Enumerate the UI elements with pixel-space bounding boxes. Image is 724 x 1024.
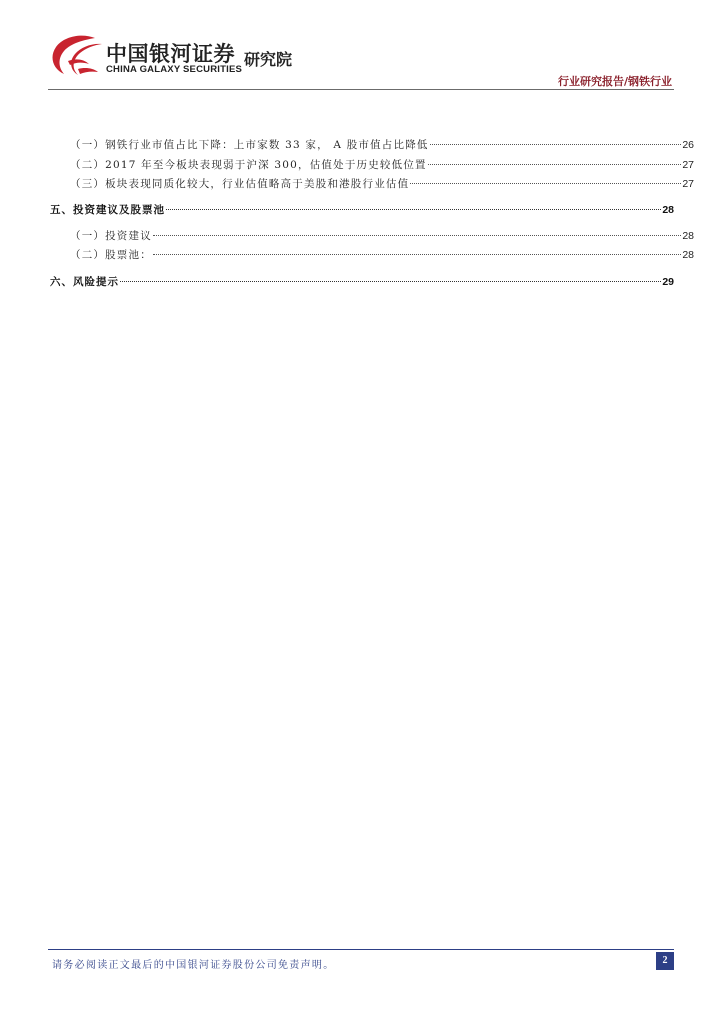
toc-entry-title: （二）2017 年至今板块表现弱于沪深 300，估值处于历史较低位置 <box>70 159 427 171</box>
toc-entry-page: 28 <box>682 249 694 261</box>
toc-section-entry[interactable] <box>50 202 674 217</box>
toc-entry[interactable] <box>50 228 694 243</box>
toc-entry[interactable] <box>50 157 694 172</box>
toc-entry[interactable] <box>50 176 694 191</box>
toc-section-entry[interactable] <box>50 274 674 289</box>
brand-name-en: CHINA GALAXY SECURITIES <box>106 64 243 75</box>
toc-entry-page: 26 <box>682 139 694 151</box>
institute-name: 研究院 <box>244 50 293 69</box>
report-type-label: 行业研究报告/钢铁行业 <box>557 75 672 88</box>
toc-leader-dots <box>153 253 681 255</box>
brand-name-cn: 中国银河证券 <box>106 42 235 66</box>
toc-entry-page: 28 <box>682 230 694 242</box>
toc-entry-title: 六、风险提示 <box>50 276 119 288</box>
toc-leader-dots <box>153 234 681 236</box>
toc-leader-dots <box>166 208 661 210</box>
toc-entry[interactable] <box>50 137 694 152</box>
toc-entry-title: （三）板块表现同质化较大，行业估值略高于美股和港股行业估值 <box>70 178 410 190</box>
toc-entry-page: 29 <box>662 276 674 288</box>
toc-entry[interactable] <box>50 247 694 262</box>
page-number: 2 <box>656 952 674 970</box>
toc-entry-title: （二）股票池： <box>70 249 152 261</box>
toc-entry-title: （一）钢铁行业市值占比下降：上市家数 33 家， A 股市值占比降低 <box>70 139 429 151</box>
toc-leader-dots <box>428 163 682 165</box>
header-divider <box>48 89 674 90</box>
disclaimer-text: 请务必阅读正文最后的中国银河证券股份公司免责声明。 <box>52 960 335 971</box>
toc-leader-dots <box>410 182 681 184</box>
toc-entry-page: 28 <box>662 204 674 216</box>
toc-leader-dots <box>120 280 661 282</box>
toc-leader-dots <box>430 143 682 145</box>
toc-entry-title: 五、投资建议及股票池 <box>50 204 165 216</box>
toc-entry-title: （一）投资建议 <box>70 230 152 242</box>
china-galaxy-logo-icon <box>48 34 106 78</box>
footer-divider <box>48 949 674 950</box>
page-header <box>0 0 724 95</box>
toc-entry-page: 27 <box>682 159 694 171</box>
toc-entry-page: 27 <box>682 178 694 190</box>
